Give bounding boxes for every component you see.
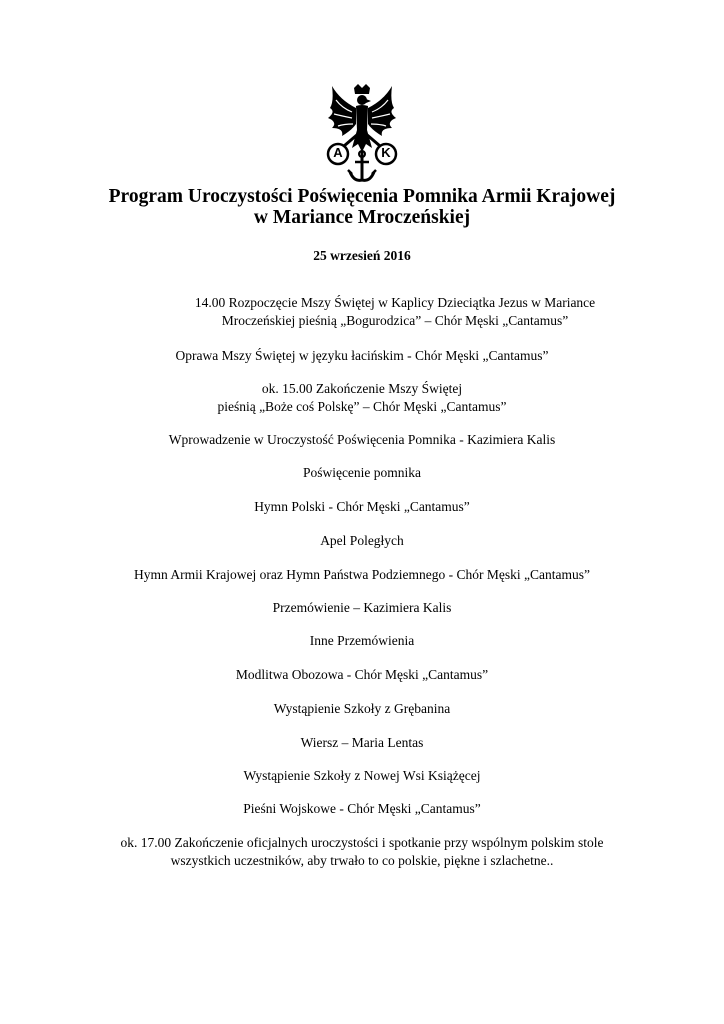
emblem-letter-k: K (381, 145, 391, 160)
emblem-letter-a: A (333, 145, 343, 160)
program-item-line: pieśnią „Boże coś Polskę” – Chór Męski „Cantamus” (217, 399, 507, 414)
program-item: Przemówienie – Kazimiera Kalis (272, 600, 452, 615)
program-item: Hymn Armii Krajowej oraz Hymn Państwa Podziemnego - Chór Męski „Cantamus” (134, 567, 590, 582)
program-item (0, 834, 724, 870)
program-item-line: Mroczeńskiej pieśnią „Bogurodzica” – Chór Męski „Cantamus” (221, 313, 569, 328)
page-title-line-2: w Mariance Mroczeńskiej (253, 207, 471, 228)
program-item-line: wszystkich uczestników, aby trwało to co polskie, piękne i szlachetne.. (170, 853, 554, 868)
program-item: Apel Poległych (320, 533, 404, 548)
program-item: Oprawa Mszy Świętej w języku łacińskim - Chór Męski „Cantamus” (175, 348, 549, 363)
program-item: Wiersz – Maria Lentas (300, 735, 424, 750)
program-item (175, 294, 615, 330)
program-item-line: ok. 15.00 Zakończenie Mszy Świętej (261, 381, 463, 396)
program-item (0, 380, 724, 416)
program-item: Pieśni Wojskowe - Chór Męski „Cantamus” (243, 801, 481, 816)
page-title-line-1: Program Uroczystości Poświęcenia Pomnika Armii Krajowej (108, 186, 616, 207)
eagle-emblem-icon (322, 82, 402, 188)
program-item: Wprowadzenie w Uroczystość Poświęcenia Pomnika - Kazimiera Kalis (168, 432, 556, 447)
program-item: Modlitwa Obozowa - Chór Męski „Cantamus” (235, 667, 489, 682)
program-item: Inne Przemówienia (309, 633, 415, 648)
program-item: Hymn Polski - Chór Męski „Cantamus” (254, 499, 470, 514)
program-item: Wystąpienie Szkoły z Nowej Wsi Książęcej (243, 768, 481, 783)
program-item-line: 14.00 Rozpoczęcie Mszy Świętej w Kaplicy Dzieciątka Jezus w Mariance (194, 295, 596, 310)
program-item-line: ok. 17.00 Zakończenie oficjalnych uroczystości i spotkanie przy wspólnym polskim stole (120, 835, 604, 850)
program-item: Wystąpienie Szkoły z Grębanina (273, 701, 451, 716)
program-item: Poświęcenie pomnika (302, 465, 422, 480)
event-date: 25 wrzesień 2016 (313, 248, 411, 263)
